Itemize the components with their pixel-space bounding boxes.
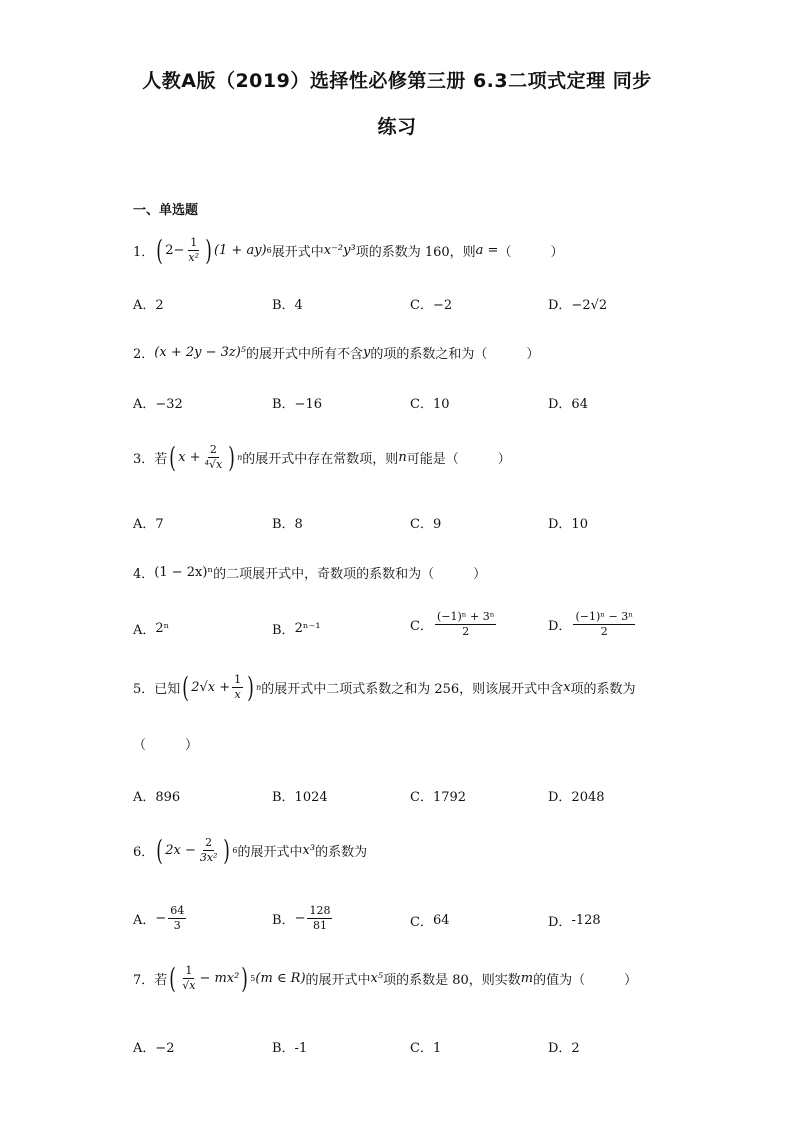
- question-text: 的展开式中所有不含: [246, 347, 364, 362]
- question-text: 项的系数为 160，则: [355, 245, 476, 260]
- option-d: D． -128: [548, 913, 601, 930]
- math-expression: ( 2x − $\frac{2}{\text{3x²}}$ ) 6: [156, 833, 238, 867]
- answer-blank: （ ）: [498, 245, 564, 260]
- question-6: [133, 833, 368, 867]
- option-c: C．−2: [410, 298, 453, 313]
- question-number: 7．若: [133, 973, 168, 988]
- math-term: x³: [302, 843, 316, 858]
- option-d: D． $\frac{\text{(−1)ⁿ − 3ⁿ}}{2}$: [548, 610, 633, 638]
- document-title: 人教A版（2019）选择性必修第三册 6.3二项式定理 同步: [142, 70, 652, 92]
- math-term: x⁵: [370, 971, 384, 986]
- math-expression: ( $\frac{1}{√x}$ − mx² ) 5: [169, 961, 256, 995]
- document-title-line2: 练习: [377, 116, 417, 138]
- question-5-blank: （ ）: [133, 738, 199, 753]
- option-c: C．1: [410, 1041, 442, 1056]
- question-text: 的项的系数之和为（ ）: [370, 347, 540, 362]
- option-a: A． − $\frac{64}{3}$: [133, 904, 185, 932]
- math-variable: y: [363, 345, 371, 360]
- question-number: 3．若: [133, 452, 168, 467]
- question-text: 项的系数为: [570, 682, 636, 697]
- math-variable: n: [398, 450, 407, 465]
- option-b: B．1024: [272, 790, 328, 805]
- option-a: A．7: [133, 517, 164, 532]
- option-b: B．4: [272, 298, 303, 313]
- question-text: 的展开式中存在常数项，则: [242, 452, 399, 467]
- question-text: 的展开式中二项式系数之和为 256，则该展开式中含: [261, 682, 564, 697]
- option-b: B．8: [272, 517, 303, 532]
- math-variable: a =: [475, 243, 499, 258]
- math-term: x⁻²y³: [323, 243, 356, 258]
- option-c: C．1792: [410, 790, 467, 805]
- question-text: 的值为（ ）: [533, 973, 638, 988]
- option-b: B．−16: [272, 397, 322, 412]
- option-a: A． 2ⁿ: [133, 621, 170, 638]
- math-variable: m: [520, 971, 534, 986]
- option-a: A．−2: [133, 1041, 175, 1056]
- question-text: 展开式中: [271, 245, 324, 260]
- question-4: [133, 563, 486, 582]
- option-b: B．-1: [272, 1041, 308, 1056]
- question-text: 的二项展开式中，奇数项的系数和为（ ）: [213, 567, 487, 582]
- option-d: D．−2√2: [548, 298, 608, 313]
- question-1: [133, 233, 564, 267]
- math-expression: (x + 2y − 3z)⁵: [154, 345, 247, 360]
- question-number: 6．: [133, 845, 155, 860]
- option-b: B． − $\frac{128}{81}$: [272, 904, 331, 932]
- math-expression: (1 − 2x)ⁿ: [154, 565, 214, 580]
- option-b: B． 2ⁿ⁻¹: [272, 621, 321, 638]
- question-7: [133, 961, 638, 995]
- option-c: C． $\frac{\text{(−1)ⁿ + 3ⁿ}}{2}$: [410, 610, 495, 638]
- question-number: 5．已知: [133, 682, 181, 697]
- option-a: A．−32: [133, 397, 183, 412]
- question-text: 项的系数是 80，则实数: [383, 973, 521, 988]
- question-text: 可能是（ ）: [406, 452, 511, 467]
- math-expression: ( 2− $\frac{1}{\text{x²}}$ ) (1 + ay) 6: [156, 233, 272, 267]
- question-5: [133, 670, 636, 704]
- question-number: 4．: [133, 567, 155, 582]
- option-c: C．9: [410, 517, 442, 532]
- question-text: 的系数为: [315, 845, 368, 860]
- option-a: A．2: [133, 298, 164, 313]
- math-expression: ( 2√x + $\frac{1}{x}$ ) n: [182, 670, 262, 704]
- math-variable: x: [563, 680, 571, 695]
- math-expression: ( x + $\frac{2}{\text{⁴√x}}$ ) n: [169, 440, 243, 474]
- section-heading: 一、单选题: [133, 203, 199, 218]
- option-a: A．896: [133, 790, 181, 805]
- option-c: C．10: [410, 397, 450, 412]
- option-d: D．2: [548, 1041, 580, 1056]
- math-condition: (m ∈ R): [255, 971, 306, 986]
- question-number: 2．: [133, 347, 155, 362]
- option-d: D．2048: [548, 790, 605, 805]
- option-c: C． 64: [410, 913, 450, 930]
- option-d: D．64: [548, 397, 588, 412]
- question-2: [133, 343, 539, 362]
- question-3: [133, 440, 511, 474]
- question-text: 的展开式中: [305, 973, 371, 988]
- option-d: D．10: [548, 517, 588, 532]
- question-number: 1．: [133, 245, 155, 260]
- question-text: 的展开式中: [237, 845, 303, 860]
